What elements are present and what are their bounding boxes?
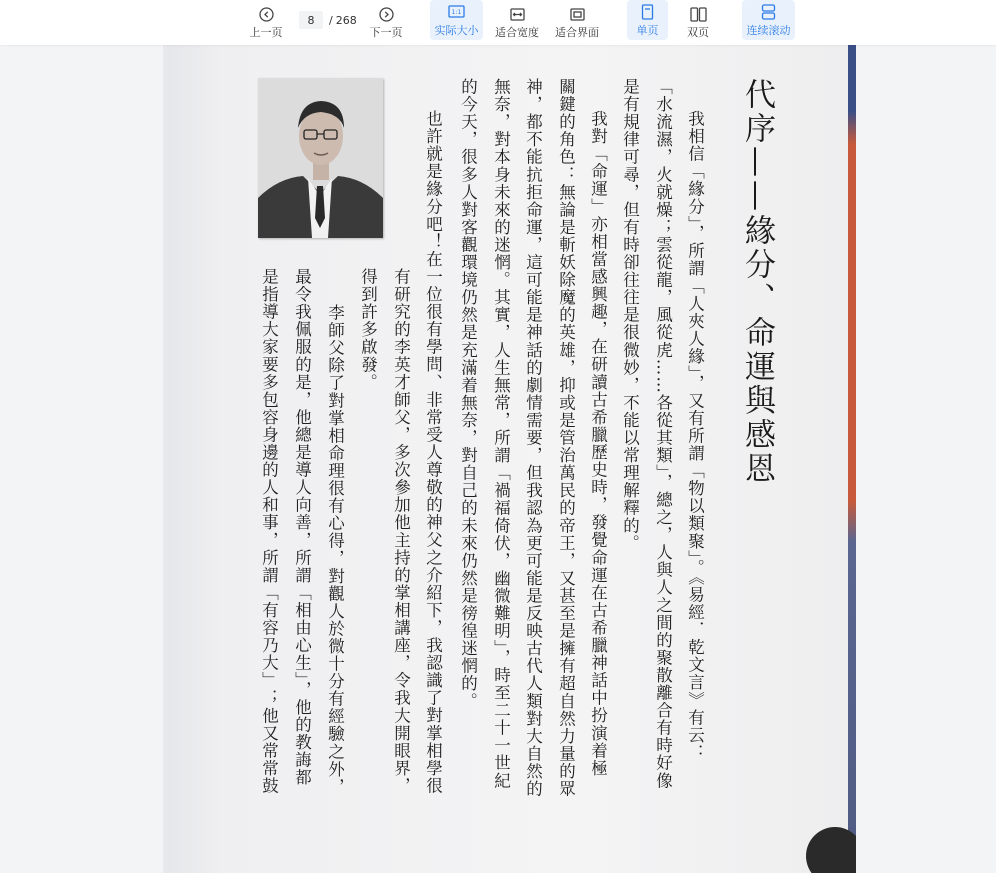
- text-column-4: 我對「命運」亦相當感興趣，在研讀古希臘歷史時，發覺命運在古希臘神話中扮演着極: [588, 110, 608, 777]
- single-page-icon: [641, 3, 654, 21]
- fit-page-button[interactable]: [552, 0, 602, 45]
- next-page-button[interactable]: [365, 0, 407, 45]
- prev-page-button[interactable]: [245, 0, 287, 45]
- fit-width-button[interactable]: [492, 0, 542, 45]
- total-pages: 268: [335, 13, 357, 27]
- text-column-5: 關鍵的角色：無論是斬妖除魔的英雄，抑或是管治萬民的帝王，又甚至是擁有超自然力量的眾: [556, 78, 576, 798]
- next-page-label: 下一页: [369, 26, 403, 39]
- chapter-title: 代序——緣分、命運與感恩: [739, 78, 775, 486]
- fit-width-label: 适合宽度: [495, 26, 539, 39]
- text-column-9: 也許就是緣分吧！在一位很有學問、非常受人尊敬的神父之介紹下，我認識了對掌相學很: [423, 110, 443, 795]
- text-column-12: 李師父除了對掌相命理很有心得，對觀人於微十分有經驗之外，: [325, 304, 345, 796]
- text-column-7: 無奈，對本身未來的迷惘。其實，人生無常，所謂「禍福倚伏，幽微難明」，時至二十一世紀: [491, 78, 511, 790]
- single-page-button[interactable]: [627, 0, 668, 40]
- text-column-2: 「水流濕，火就燥；雲從龍，風從虎……各從其類」，總之，人與人之間的聚散離合有時好像: [653, 78, 673, 790]
- double-page-icon: [690, 5, 707, 23]
- text-column-3: 是有規律可尋，但有時卻往往是很微妙，不能以常理解釋的。: [620, 78, 640, 552]
- single-page-label: 单页: [636, 23, 659, 37]
- continuous-scroll-label: 连续滚动: [746, 23, 791, 37]
- text-column-10: 有研究的李英才師父，多次參加他主持的掌相講座，令我大開眼界，: [391, 268, 411, 795]
- chevron-left-circle-icon: [259, 5, 274, 23]
- book-spine-edge: [848, 45, 856, 873]
- prev-page-label: 上一页: [249, 26, 283, 39]
- text-column-14: 是指導大家要多包容身邊的人和事，所謂「有容乃大」；他又常常鼓: [259, 268, 279, 795]
- continuous-scroll-button[interactable]: [742, 0, 795, 40]
- double-page-button[interactable]: [677, 0, 719, 45]
- text-column-8: 的今天，很多人對客觀環境仍然是充滿着無奈，對自己的未來仍然是徬徨迷惘的。: [458, 78, 478, 710]
- text-column-1: 我相信「緣分」，所謂「人夾人緣」，又有所謂「物以類聚」。《易經．乾文言》有云：: [685, 110, 705, 762]
- fit-page-icon: [570, 5, 585, 23]
- author-portrait-photo: [258, 78, 383, 238]
- actual-size-icon-text: 1:1: [451, 9, 462, 16]
- portrait-illustration: [258, 78, 383, 238]
- actual-size-button[interactable]: [430, 0, 483, 40]
- viewer-toolbar: [0, 0, 996, 45]
- double-page-label: 双页: [687, 26, 709, 39]
- chevron-right-circle-icon: [379, 5, 394, 23]
- text-column-6: 神，都不能抗拒命運，這可能是神話的劇情需要，但我認為更可能是反映古代人類對大自然的: [523, 78, 543, 798]
- page-number-input[interactable]: [299, 11, 323, 29]
- page-indicator: [299, 10, 359, 30]
- text-column-13: 最令我佩服的是，他總是導人向善，所謂「相由心生」，他的教誨都: [292, 268, 312, 787]
- actual-size-label: 实际大小: [434, 23, 479, 37]
- text-column-11: 得到許多啟發。: [358, 268, 378, 391]
- continuous-scroll-icon: [761, 3, 776, 21]
- actual-size-icon: [448, 3, 465, 21]
- fit-width-icon: [510, 5, 525, 23]
- fit-page-label: 适合界面: [555, 26, 599, 39]
- page-separator: /: [329, 13, 333, 27]
